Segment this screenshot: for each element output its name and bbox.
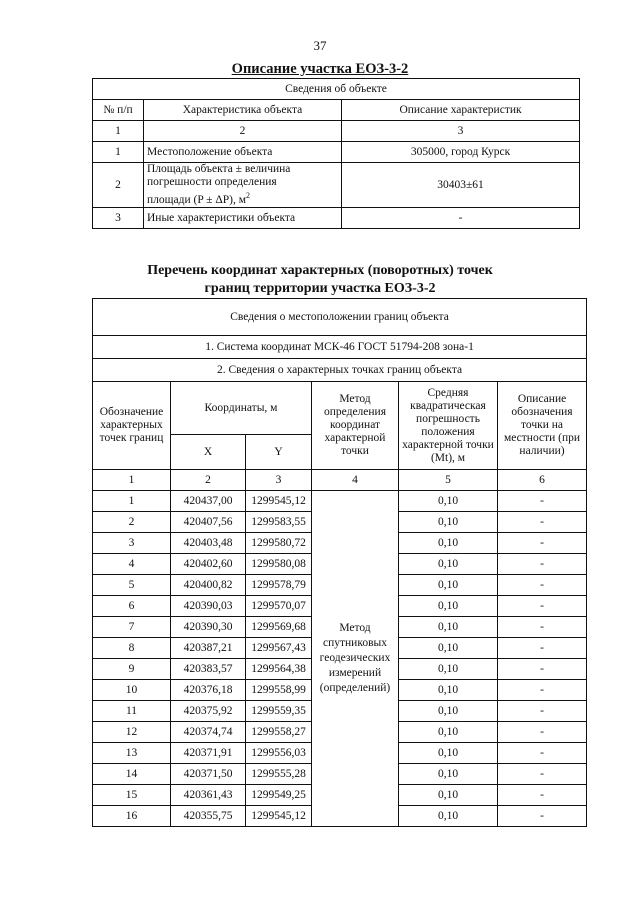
point-x: 420375,92 — [171, 701, 246, 722]
col-coordinates: Координаты, м — [171, 382, 312, 435]
point-number: 12 — [93, 722, 171, 743]
column-number: 4 — [312, 470, 399, 491]
point-description: - — [498, 785, 587, 806]
row-description: 305000, город Курск — [342, 142, 580, 163]
point-number: 13 — [93, 743, 171, 764]
table-header: Сведения об объекте — [93, 79, 580, 100]
point-mean-error: 0,10 — [399, 554, 498, 575]
point-mean-error: 0,10 — [399, 491, 498, 512]
point-mean-error: 0,10 — [399, 764, 498, 785]
row-number: 1 — [93, 142, 144, 163]
column-header: Характеристика объекта — [144, 100, 342, 121]
point-y: 1299569,68 — [246, 617, 312, 638]
row-description: - — [342, 208, 580, 229]
point-description: - — [498, 764, 587, 785]
point-description: - — [498, 701, 587, 722]
col-y: Y — [246, 435, 312, 470]
point-description: - — [498, 512, 587, 533]
point-number: 15 — [93, 785, 171, 806]
col-method: Метод определения координат характерной точки — [312, 382, 399, 470]
point-number: 10 — [93, 680, 171, 701]
point-description: - — [498, 533, 587, 554]
page-number: 37 — [313, 38, 327, 53]
column-number: 5 — [399, 470, 498, 491]
point-description: - — [498, 722, 587, 743]
point-mean-error: 0,10 — [399, 512, 498, 533]
object-info-table — [92, 78, 580, 229]
column-number: 1 — [93, 121, 144, 142]
point-y: 1299558,99 — [246, 680, 312, 701]
point-description: - — [498, 491, 587, 512]
point-mean-error: 0,10 — [399, 743, 498, 764]
point-y: 1299545,12 — [246, 806, 312, 827]
point-mean-error: 0,10 — [399, 722, 498, 743]
point-mean-error: 0,10 — [399, 596, 498, 617]
area-label-line3: площади (P ± ΔP), м — [147, 193, 246, 206]
column-header: Описание характеристик — [342, 100, 580, 121]
point-number: 9 — [93, 659, 171, 680]
area-label-line1: Площадь объекта ± величина — [147, 163, 291, 176]
column-number: 1 — [93, 470, 171, 491]
coords-header-location: Сведения о местоположении границ объекта — [93, 299, 587, 336]
point-number: 14 — [93, 764, 171, 785]
point-x: 420374,74 — [171, 722, 246, 743]
point-y: 1299549,25 — [246, 785, 312, 806]
point-mean-error: 0,10 — [399, 701, 498, 722]
point-x: 420403,48 — [171, 533, 246, 554]
page-title: Описание участка ЕОЗ-3-2 — [231, 61, 409, 77]
point-description: - — [498, 596, 587, 617]
point-x: 420437,00 — [171, 491, 246, 512]
point-x: 420402,60 — [171, 554, 246, 575]
point-description: - — [498, 617, 587, 638]
point-x: 420390,03 — [171, 596, 246, 617]
column-number: 6 — [498, 470, 587, 491]
point-number: 6 — [93, 596, 171, 617]
coords-title-line2: границ территории участка ЕОЗ-3-2 — [204, 281, 436, 296]
column-number: 2 — [144, 121, 342, 142]
area-label-line2: погрешности определения — [147, 176, 277, 189]
point-x: 420383,57 — [171, 659, 246, 680]
point-y: 1299545,12 — [246, 491, 312, 512]
column-number: 3 — [342, 121, 580, 142]
coords-title — [0, 262, 640, 298]
point-number: 7 — [93, 617, 171, 638]
col-point-designation: Обозначение характерных точек границ — [93, 382, 171, 470]
point-number: 8 — [93, 638, 171, 659]
point-y: 1299578,79 — [246, 575, 312, 596]
point-description: - — [498, 575, 587, 596]
point-x: 420371,50 — [171, 764, 246, 785]
row-characteristic: Иные характеристики объекта — [144, 208, 342, 229]
point-y: 1299558,27 — [246, 722, 312, 743]
point-number: 11 — [93, 701, 171, 722]
column-number: 3 — [246, 470, 312, 491]
point-x: 420371,91 — [171, 743, 246, 764]
point-number: 4 — [93, 554, 171, 575]
column-header: № п/п — [93, 100, 144, 121]
point-y: 1299583,55 — [246, 512, 312, 533]
table-row — [93, 208, 580, 229]
row-number: 2 — [93, 163, 144, 208]
row-number: 3 — [93, 208, 144, 229]
point-mean-error: 0,10 — [399, 680, 498, 701]
point-x: 420355,75 — [171, 806, 246, 827]
point-description: - — [498, 554, 587, 575]
coords-title-line1: Перечень координат характерных (поворотных) точек — [147, 263, 493, 278]
method-cell: Метод спутниковых геодезических измерений (определений) — [312, 491, 399, 827]
coords-header-system: 1. Система координат МСК-46 ГОСТ 51794-208 зона-1 — [93, 336, 587, 359]
point-x: 420407,56 — [171, 512, 246, 533]
point-number: 5 — [93, 575, 171, 596]
col-mean-error: Средняя квадратическая погрешность положения характерной точки (Mt), м — [399, 382, 498, 470]
area-unit-superscript: 2 — [246, 191, 250, 201]
table-row — [93, 142, 580, 163]
row-description: 30403±61 — [342, 163, 580, 208]
point-y: 1299580,08 — [246, 554, 312, 575]
point-x: 420361,43 — [171, 785, 246, 806]
point-number: 3 — [93, 533, 171, 554]
point-description: - — [498, 806, 587, 827]
point-x: 420390,30 — [171, 617, 246, 638]
point-mean-error: 0,10 — [399, 638, 498, 659]
point-y: 1299570,07 — [246, 596, 312, 617]
point-mean-error: 0,10 — [399, 806, 498, 827]
point-mean-error: 0,10 — [399, 785, 498, 806]
row-characteristic — [144, 163, 342, 208]
point-number: 16 — [93, 806, 171, 827]
point-y: 1299580,72 — [246, 533, 312, 554]
coords-header-points: 2. Сведения о характерных точках границ объекта — [93, 359, 587, 382]
column-number: 2 — [171, 470, 246, 491]
point-number: 1 — [93, 491, 171, 512]
point-description: - — [498, 743, 587, 764]
point-y: 1299564,38 — [246, 659, 312, 680]
point-y: 1299559,35 — [246, 701, 312, 722]
point-mean-error: 0,10 — [399, 533, 498, 554]
point-y: 1299555,28 — [246, 764, 312, 785]
point-y: 1299556,03 — [246, 743, 312, 764]
point-description: - — [498, 680, 587, 701]
point-description: - — [498, 638, 587, 659]
point-y: 1299567,43 — [246, 638, 312, 659]
row-characteristic: Местоположение объекта — [144, 142, 342, 163]
point-x: 420400,82 — [171, 575, 246, 596]
point-mean-error: 0,10 — [399, 617, 498, 638]
col-description: Описание обозначения точки на местности (при наличии) — [498, 382, 587, 470]
table-row — [93, 163, 580, 208]
col-x: X — [171, 435, 246, 470]
point-x: 420376,18 — [171, 680, 246, 701]
point-mean-error: 0,10 — [399, 575, 498, 596]
table-row — [93, 491, 587, 512]
point-x: 420387,21 — [171, 638, 246, 659]
point-number: 2 — [93, 512, 171, 533]
point-mean-error: 0,10 — [399, 659, 498, 680]
point-description: - — [498, 659, 587, 680]
coords-table — [92, 298, 587, 827]
